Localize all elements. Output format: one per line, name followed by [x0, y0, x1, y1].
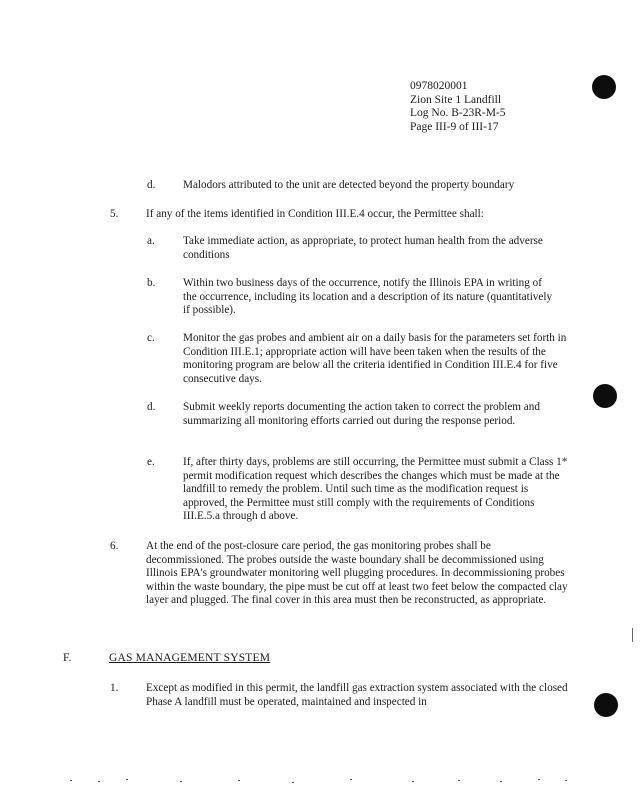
- document-header: [410, 80, 506, 134]
- condition-6-text: At the end of the post-closure care period, the gas monitoring probes shall be decommissioned. The probes outside the waste boundary shall be decommissioned using Illinois EPA's groundwater monitoring well plugging procedures. In decommissioning probes within the waste boundary, the pipe must be cut off at least two feet below the compacted clay layer and plugged. The final cover in this area must then be reconstructed, as appropriate.: [146, 540, 568, 607]
- item-d-top-label: d.: [147, 179, 156, 191]
- item-5c-text: Monitor the gas probes and ambient air on a daily basis for the parameters set forth in Condition III.E.1; appropriate action will have been taken when the results of the monitoring program are below all the criteria identified in Condition III.E.4 for five consecutive days.: [183, 332, 567, 385]
- punch-hole-bottom: [594, 693, 618, 717]
- scan-noise: [60, 778, 580, 784]
- log-number: Log No. B-23R-M-5: [410, 107, 506, 119]
- scan-edge-mark: [632, 628, 633, 642]
- condition-f1-text: Except as modified in this permit, the landfill gas extraction system associated with the closed Phase A landfill must be operated, maintained and inspected in: [146, 682, 568, 708]
- item-d-top-text: Malodors attributed to the unit are detected beyond the property boundary: [183, 179, 515, 191]
- item-5b-label: b.: [147, 277, 156, 289]
- item-5e-text: If, after thirty days, problems are still occurring, the Permittee must submit a Class 1* permit modification request which describes the changes which must be made at the landfill to remedy the problem. Until such time as the modification request is approved, the Permittee must still comply with the requirements of Conditions III.E.5.a through d above.: [183, 456, 568, 523]
- item-5a-text: Take immediate action, as appropriate, to protect human health from the adverse conditions: [183, 235, 543, 261]
- site-name: Zion Site 1 Landfill: [410, 93, 502, 106]
- section-f-letter: F.: [63, 652, 72, 664]
- page-number: Page III-9 of III-17: [410, 120, 499, 133]
- item-5a-label: a.: [147, 235, 155, 247]
- section-f-title: GAS MANAGEMENT SYSTEM: [109, 652, 271, 664]
- punch-hole-middle: [593, 384, 617, 408]
- item-5d-label: d.: [147, 401, 156, 413]
- condition-5-intro: If any of the items identified in Condition III.E.4 occur, the Permittee shall:: [146, 208, 484, 220]
- condition-5-number: 5.: [110, 208, 119, 220]
- item-5d-text: Submit weekly reports documenting the action taken to correct the problem and summarizing all monitoring efforts carried out during the response period.: [183, 401, 540, 427]
- item-5e-label: e.: [147, 456, 155, 468]
- condition-f1-number: 1.: [110, 682, 119, 694]
- punch-hole-top: [592, 75, 616, 99]
- item-5c-label: c.: [147, 332, 155, 344]
- doc-number: 0978020001: [410, 80, 468, 92]
- item-5b-text: Within two business days of the occurrence, notify the Illinois EPA in writing of the occurrence, including its location and a description of its nature (quantitatively if possible).: [183, 277, 553, 317]
- condition-6-number: 6.: [110, 540, 119, 552]
